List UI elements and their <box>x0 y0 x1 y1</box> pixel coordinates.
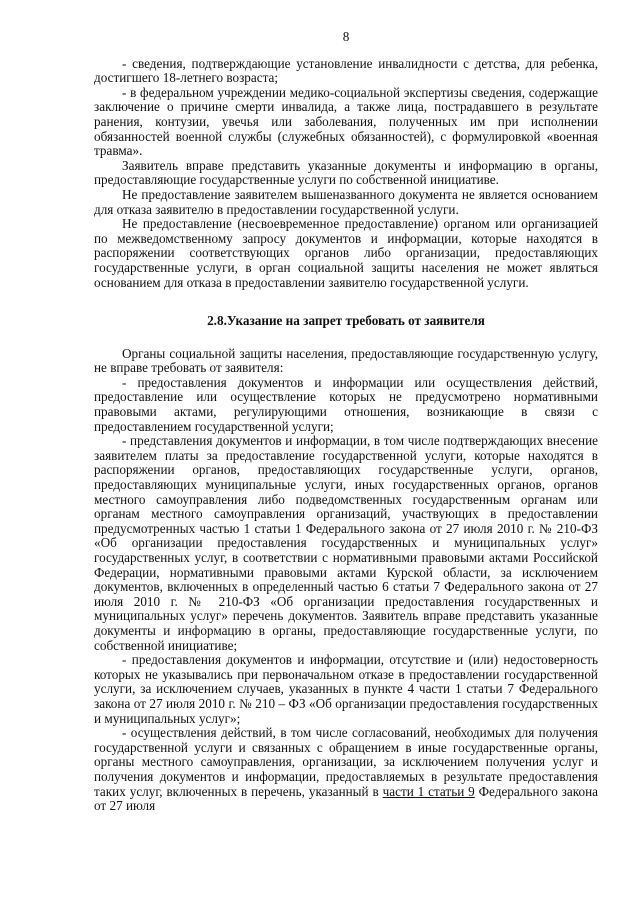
prohibition-item-1: - предоставления документов и информации или осуществления действий, предоставление или осуществление которых не предусмотрено нормативными правовыми актами, регулирующими отношения, возникающие в связи с предоставлением государственной услуги; <box>94 374 598 434</box>
list-item-medical-expertise: - в федеральном учреждении медико-социальной экспертизы сведения, содержащие заключение о причине смерти инвалида, а также лица, пострадавшего в результате ранения, контузии, увечья или заболевания, полученных им при исполнении обязанностей военной службы (служебных обязанностей), с формулировкой «военная травма». <box>94 84 598 159</box>
section-intro: Органы социальной защиты населения, предоставляющие государственную услугу, не вправе требовать от заявителя: <box>94 345 598 376</box>
prohibition-item-4 <box>94 726 598 814</box>
law-reference-link[interactable]: части 1 статьи 9 <box>382 783 475 799</box>
list-item-disability-proof: - сведения, подтверждающие установление инвалидности с детства, для ребенка, достигшего 18-летнего возраста; <box>94 55 598 86</box>
prohibition-item-4-tail: Федерального закона от 27 июля <box>94 783 598 814</box>
prohibition-item-3: - предоставления документов и информации, отсутствие и (или) недостоверность которых не указывались при первоначальном отказе в предоставлении государственной услуги, за исключением случаев, указанных в пункте 4 части 1 статьи 7 Федерального закона от 27 июля 2010 г. № 210 – ФЗ «Об организации предоставления государственных и муниципальных услуг»; <box>94 652 598 726</box>
paragraph-interagency-request: Не предоставление (несвоевременное предоставление) органом или организацией по межведомственному запросу документов и информации, которые находятся в распоряжении соответствующих органов либо организации, предоставляющих государственные услуги, в орган социальной защиты населения не может являться основанием для отказа в предоставлении заявителю государственной услуги. <box>94 216 598 290</box>
paragraph-not-grounds-for-refusal: Не предоставление заявителем вышеназванного документа не является основанием для отказа заявителю в предоставлении государственной услуги. <box>94 186 598 217</box>
page-number: 8 <box>342 29 350 44</box>
prohibition-item-2: - представления документов и информации, в том числе подтверждающих внесение заявителем платы за предоставление государственной услуги, которые находятся в распоряжении органов, предоставляющих государственные услуги, органов, предоставляющих муниципальные услуги, иных государственных органов, органов местного самоуправления либо подведомственных государственным органам или органам местного самоуправления организаций, участвующих в предоставлении предусмотренных частью 1 статьи 1 Федерального закона от 27 июля 2010 г. № 210-ФЗ «Об организации предоставления государственных и муниципальных услуг» государственных услуг, в соответствии с нормативными правовыми актами Российской Федерации, нормативными правовыми актами Курской области, за исключением документов, включенных в определенный частью 6 статьи 7 Федерального закона от 27 июля 2010 г. № 210-ФЗ «Об организации предоставления государственных и муниципальных услуг» перечень документов. Заявитель вправе представить указанные документы и информацию в органы, предоставляющие государственные услуги, по собственной инициативе; <box>94 433 598 653</box>
document-page <box>94 30 598 814</box>
paragraph-applicant-right: Заявитель вправе представить указанные документы и информацию в органы, предоставляющие государственные услуги по собственной инициативе. <box>94 157 598 188</box>
prohibition-item-4-text: - осуществления действий, в том числе согласований, необходимых для получения государственной услуги и связанных с обращением в иные государственные органы, органы местного самоуправления, организации, за исключением получения услуг и получения документов и информации, предоставляемых в результате предоставления таких услуг, включенных в перечень, указанный в <box>94 725 598 799</box>
section-heading: 2.8.Указание на запрет требовать от заявителя <box>207 313 485 329</box>
